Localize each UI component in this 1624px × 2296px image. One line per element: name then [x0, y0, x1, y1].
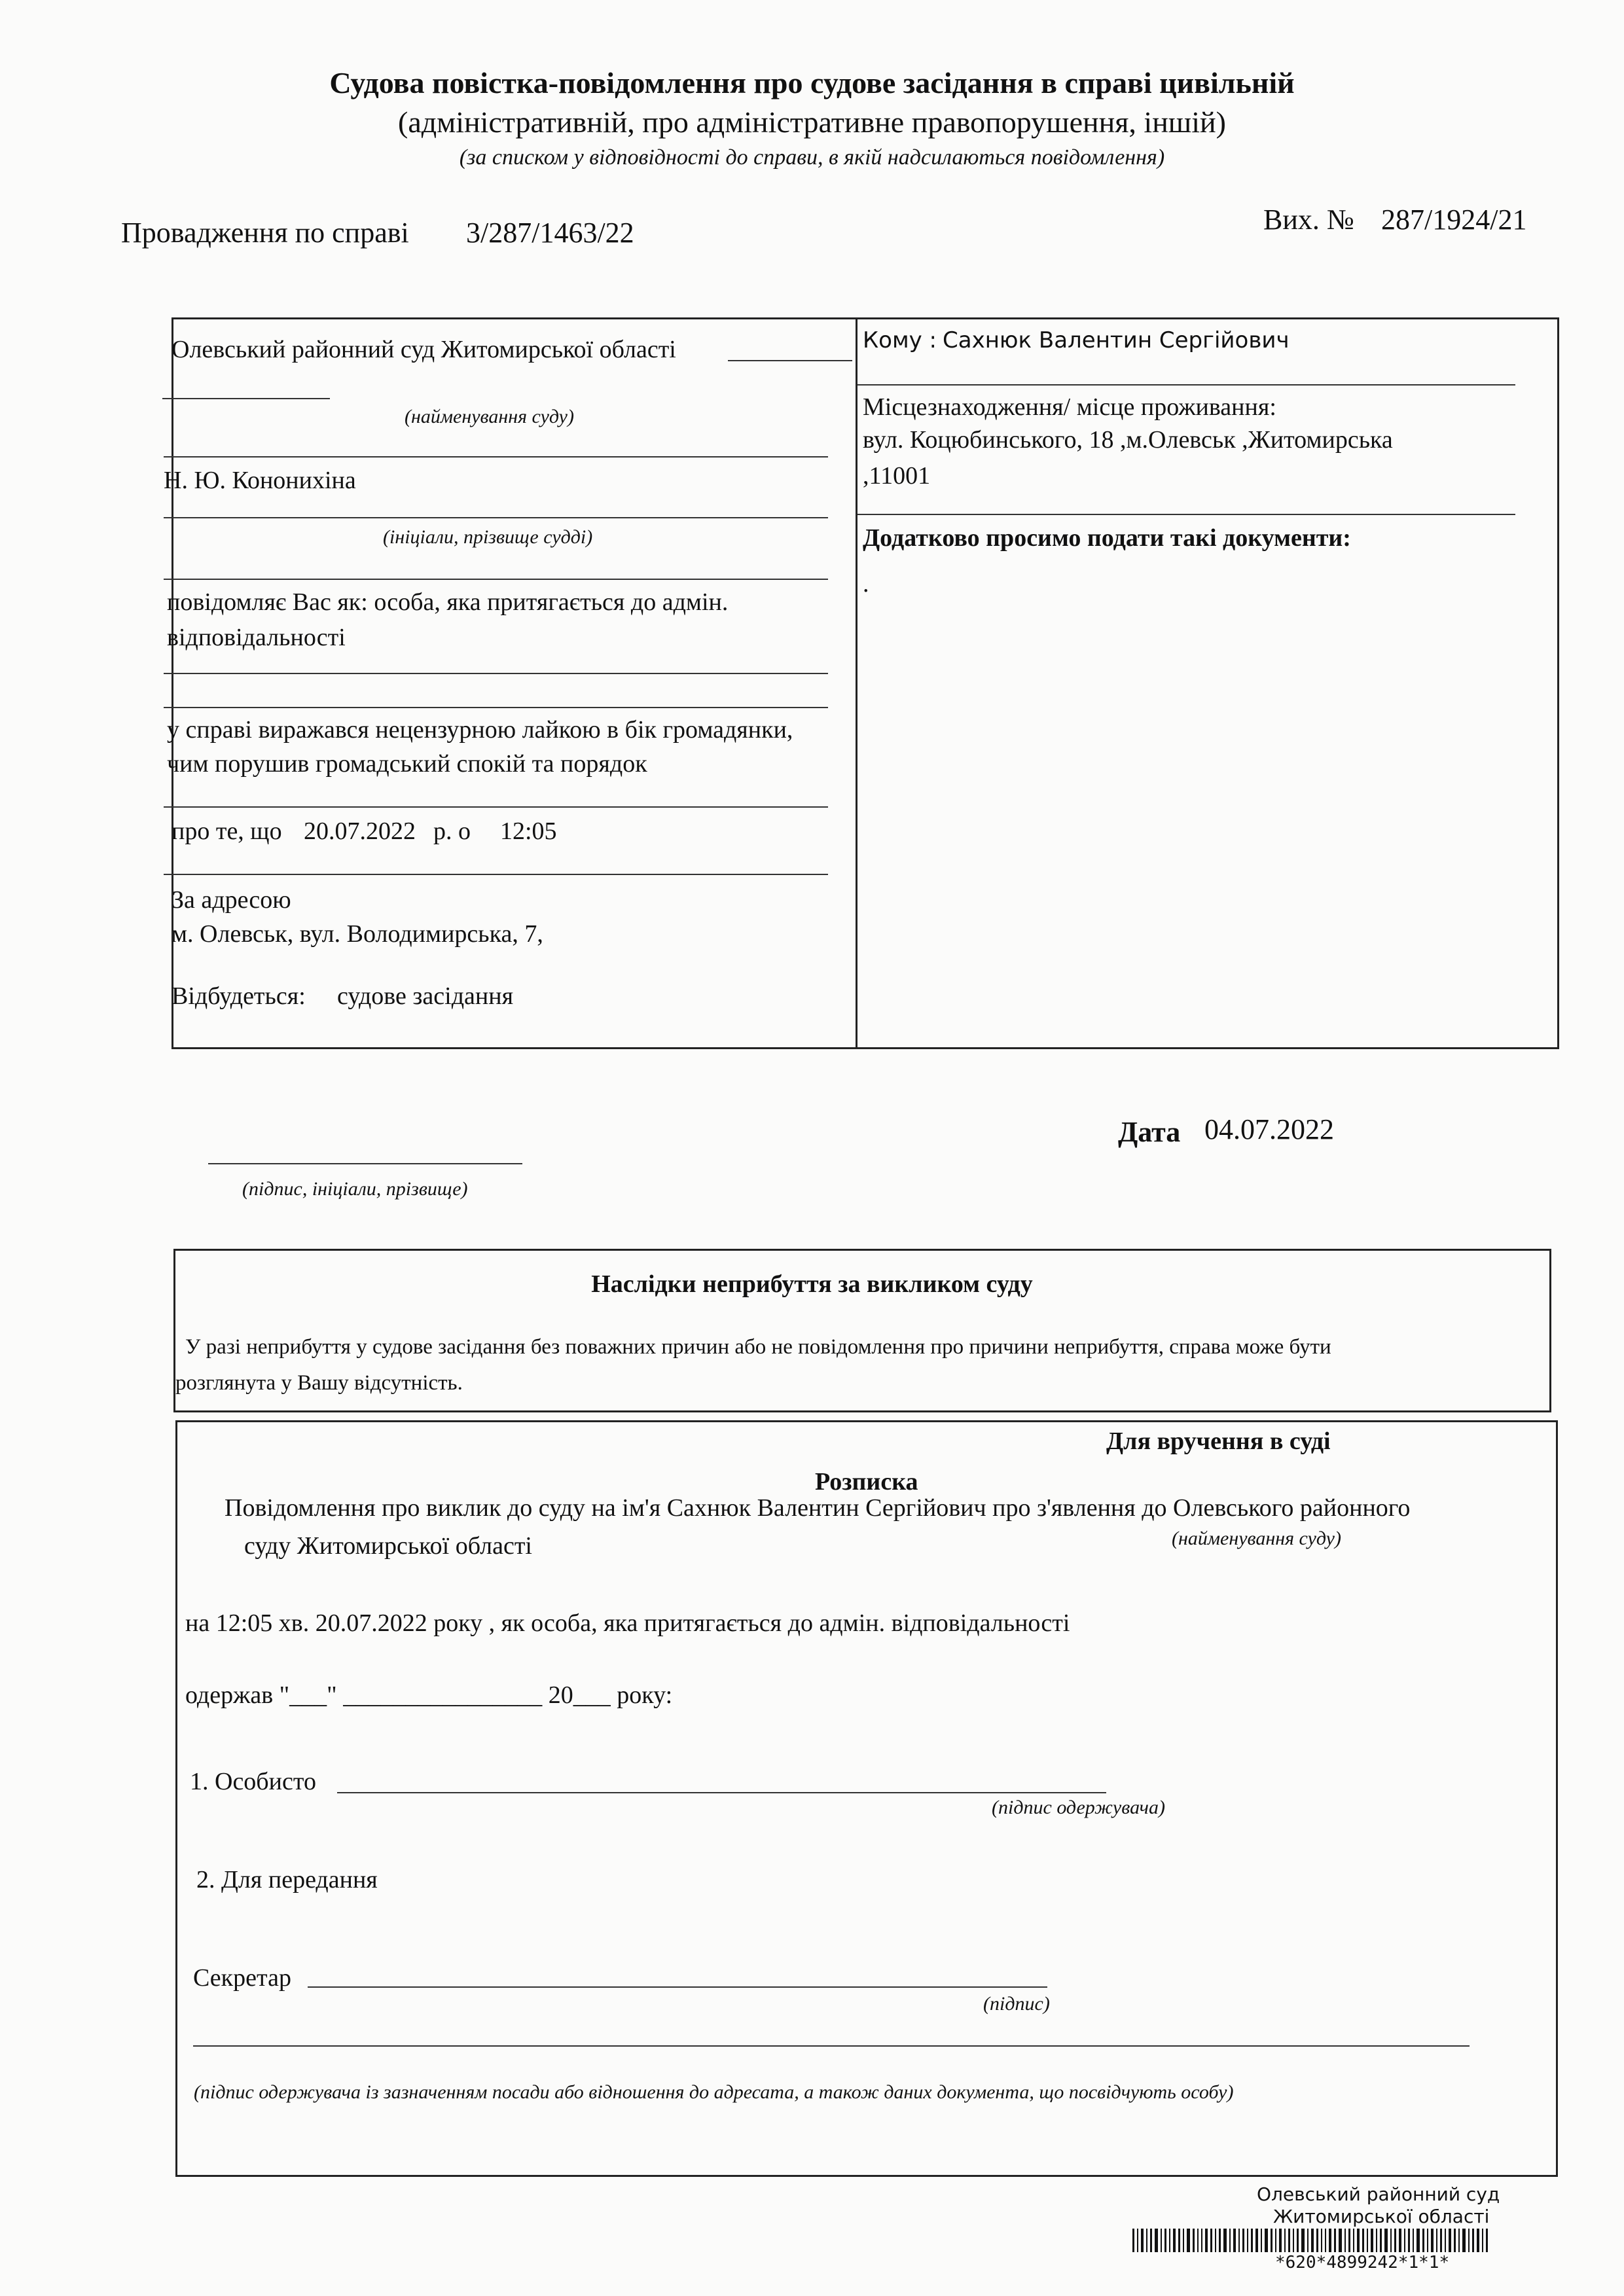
notifies-line-2: відповідальності: [167, 624, 346, 651]
barcode-bar: [1404, 2229, 1405, 2252]
fill-line: [857, 514, 1515, 515]
barcode-bar: [1255, 2229, 1258, 2252]
barcode-bar: [1367, 2229, 1368, 2252]
barcode-bar: [1183, 2229, 1184, 2252]
barcode-bar: [1380, 2229, 1382, 2252]
secretary-signature-line: [308, 1986, 1047, 1988]
barcode-bar: [1334, 2229, 1336, 2252]
barcode-bar: [1449, 2229, 1451, 2252]
barcode-bar: [1399, 2229, 1401, 2252]
document-title: Судова повістка-повідомлення про судове засідання в справі цивільній: [329, 66, 1295, 99]
barcode-bar: [1229, 2229, 1231, 2252]
barcode-text: *620*4899242*1*1*: [1275, 2253, 1450, 2272]
fill-line: [164, 579, 828, 580]
location-label: Місцезнаходження/ місце проживання:: [863, 393, 1276, 421]
barcode-bar: [1173, 2229, 1176, 2252]
document-subtitle: (адміністративній, про адміністративне правопорушення, іншій): [398, 105, 1226, 139]
signature-caption: (підпис, ініціали, прізвище): [242, 1178, 468, 1200]
barcode-bar: [1427, 2229, 1428, 2252]
barcode-bar: [1242, 2229, 1244, 2252]
signature-line: [208, 1163, 522, 1164]
hearing-time: 12:05: [500, 817, 557, 845]
judge-caption: (ініціали, прізвище судді): [383, 526, 593, 548]
barcode-bar: [1445, 2229, 1446, 2252]
court-caption: (найменування суду): [405, 406, 574, 427]
barcode-bar: [1413, 2229, 1414, 2252]
barcode-bar: [1362, 2229, 1364, 2252]
barcode-bar: [1440, 2229, 1442, 2252]
barcode-bar: [1271, 2229, 1272, 2252]
address-label: За адресою: [171, 886, 291, 914]
document-note: (за списком у відповідності до справи, в якій надсилаються повідомлення): [459, 145, 1165, 170]
barcode-bar: [1472, 2229, 1474, 2252]
barcode-bar: [1223, 2229, 1227, 2252]
barcode-bar: [1329, 2229, 1331, 2252]
receipt-line-2: суду Житомирської області: [244, 1532, 532, 1560]
event-label: Відбудеться:: [171, 982, 306, 1010]
event: судове засідання: [337, 982, 514, 1010]
barcode-bar: [1353, 2229, 1354, 2252]
barcode-bar: [1205, 2229, 1208, 2252]
date-label: Дата: [1118, 1116, 1181, 1148]
personally-signature-line: [337, 1792, 1106, 1793]
outgoing-label: Вих. №: [1263, 204, 1354, 236]
documents-label: Додатково просимо подати такі документи:: [863, 524, 1351, 552]
receipt-line-3: на 12:05 хв. 20.07.2022 року , як особа, яка притягається до адмін. відповідальності: [185, 1609, 1070, 1637]
location-line-1: вул. Коцюбинського, 18 ,м.Олевськ ,Житомирська: [863, 426, 1393, 454]
outgoing-number: 287/1924/21: [1381, 204, 1527, 236]
barcode-bar: [1197, 2229, 1199, 2252]
receiver-caption: (підпис одержувача із зазначенням посади або відношення до адресата, а також даних документа, що посвідчують особу): [194, 2081, 1234, 2103]
stamp-line-2: Житомирської області: [1273, 2206, 1490, 2227]
to-label: Кому :: [863, 327, 937, 353]
hearing-address: м. Олевськ, вул. Володимирська, 7,: [171, 920, 543, 948]
case-line-2: чим порушив громадський спокій та порядок: [167, 750, 647, 778]
barcode-bar: [1376, 2229, 1377, 2252]
notifies-line-1: повідомляє Вас як: особа, яка притягається до адмін.: [167, 588, 729, 616]
barcode-bar: [1477, 2229, 1479, 2252]
barcode-bar: [1201, 2229, 1202, 2252]
location-line-2: ,11001: [863, 462, 931, 490]
barcode-bar: [1458, 2229, 1460, 2252]
secretary-label: Секретар: [193, 1964, 291, 1992]
notice-date: 04.07.2022: [1204, 1113, 1334, 1145]
at-label: р. о: [433, 817, 471, 845]
personally-label: 1. Особисто: [190, 1768, 316, 1795]
barcode-bar: [1150, 2229, 1152, 2252]
barcode-bar: [1155, 2229, 1158, 2252]
recipient-name: Сахнюк Валентин Сергійович: [943, 327, 1290, 353]
case-line-1: у справі виражався нецензурною лайкою в бік громадянки,: [167, 716, 793, 744]
barcode-bar: [1344, 2229, 1346, 2252]
fill-line: [164, 874, 828, 875]
column-divider: [856, 317, 857, 1049]
barcode-bar: [1390, 2229, 1392, 2252]
fill-line: [857, 384, 1515, 386]
barcode-bar: [1325, 2229, 1326, 2252]
barcode-bar: [1233, 2229, 1236, 2252]
barcode-bar: [1311, 2229, 1314, 2252]
personally-caption: (підпис одержувача): [992, 1797, 1165, 1818]
barcode-bar: [1187, 2229, 1190, 2252]
barcode-bar: [1146, 2229, 1147, 2252]
barcode-bar: [1416, 2229, 1420, 2252]
barcode-bar: [1321, 2229, 1322, 2252]
barcode-bar: [1339, 2229, 1342, 2252]
court-name: Олевський районний суд Житомирської області: [171, 336, 676, 363]
barcode-bar: [1357, 2229, 1360, 2252]
consequences-line-2: розглянута у Вашу відсутність.: [175, 1371, 463, 1395]
barcode-bar: [1462, 2229, 1466, 2252]
fill-line: [728, 360, 852, 361]
barcode-bar: [1316, 2229, 1318, 2252]
about-label: про те, що: [171, 817, 282, 845]
barcode-bar: [1301, 2229, 1305, 2252]
barcode-bar: [1247, 2229, 1248, 2252]
barcode-bar: [1219, 2229, 1221, 2252]
barcode-bar: [1422, 2229, 1424, 2252]
barcode-bar: [1284, 2229, 1286, 2252]
barcode-bar: [1279, 2229, 1282, 2252]
barcode-bar: [1265, 2229, 1268, 2252]
barcode-bar: [1193, 2229, 1195, 2252]
barcode-bar: [1137, 2229, 1138, 2252]
proceedings-number: 3/287/1463/22: [466, 217, 634, 249]
barcode-bar: [1293, 2229, 1294, 2252]
receiver-signature-line: [193, 2045, 1470, 2047]
hearing-date: 20.07.2022: [304, 817, 416, 845]
proceedings-label: Провадження по справі: [121, 217, 409, 249]
barcode-bar: [1454, 2229, 1456, 2252]
receipt-title: Розписка: [815, 1468, 918, 1496]
receipt-line-1: Повідомлення про виклик до суду на ім'я Сахнюк Валентин Сергійович про з'явлення до Олевського районного: [225, 1494, 1411, 1522]
fill-line: [162, 398, 330, 399]
barcode-bar: [1210, 2229, 1212, 2252]
received-line: одержав "___" ________________ 20___ року:: [185, 1681, 673, 1709]
barcode-bar: [1288, 2229, 1290, 2252]
consequences-title: Наслідки неприбуття за викликом суду: [591, 1270, 1033, 1298]
barcode-bar: [1178, 2229, 1180, 2252]
receipt-court-caption: (найменування суду): [1172, 1528, 1341, 1549]
barcode-bar: [1161, 2229, 1162, 2252]
barcode-bar: [1297, 2229, 1299, 2252]
barcode-bar: [1431, 2229, 1434, 2252]
barcode-bar: [1371, 2229, 1373, 2252]
barcode-bar: [1384, 2229, 1388, 2252]
barcode-bar: [1251, 2229, 1253, 2252]
stamp-line-1: Олевський районний суд: [1257, 2183, 1500, 2205]
barcode-bar: [1436, 2229, 1437, 2252]
barcode-bar: [1468, 2229, 1470, 2252]
barcode-bar: [1169, 2229, 1170, 2252]
barcode-bar: [1141, 2229, 1144, 2252]
documents-value: .: [863, 570, 869, 598]
for-court-label: Для вручення в суді: [1106, 1427, 1331, 1455]
secretary-caption: (підпис): [983, 1993, 1050, 2015]
barcode-bar: [1261, 2229, 1262, 2252]
barcode-bar: [1215, 2229, 1216, 2252]
fill-line: [164, 517, 828, 518]
barcode-bar: [1348, 2229, 1350, 2252]
barcode-bar: [1486, 2229, 1488, 2252]
judge-name: Н. Ю. Кононихіна: [164, 467, 356, 494]
barcode: [1132, 2229, 1490, 2252]
fill-line: [164, 673, 828, 674]
transfer-label: 2. Для передання: [196, 1866, 378, 1893]
barcode-bar: [1238, 2229, 1240, 2252]
barcode-bar: [1394, 2229, 1396, 2252]
barcode-bar: [1164, 2229, 1166, 2252]
barcode-bar: [1408, 2229, 1410, 2252]
fill-line: [164, 456, 828, 457]
fill-line: [164, 707, 828, 708]
barcode-bar: [1132, 2229, 1134, 2252]
barcode-bar: [1307, 2229, 1308, 2252]
barcode-bar: [1275, 2229, 1276, 2252]
consequences-line-1: У разі неприбуття у судове засідання без поважних причин або не повідомлення про причини неприбуття, справа може бути: [185, 1335, 1331, 1359]
barcode-bar: [1482, 2229, 1483, 2252]
fill-line: [164, 806, 828, 808]
